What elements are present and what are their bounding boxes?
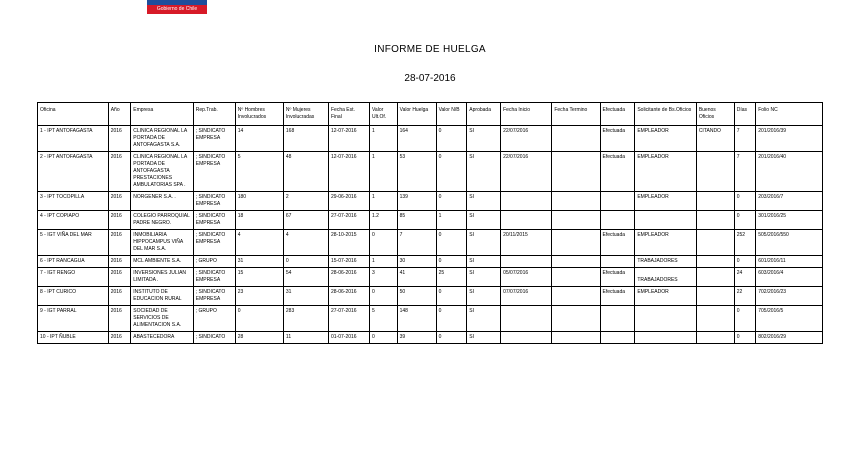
- table-cell: 05/07/2016: [501, 268, 552, 287]
- table-cell: NORGENER S.A. .: [131, 192, 194, 211]
- table-cell: 0: [235, 306, 283, 332]
- table-row: [38, 332, 823, 344]
- table-cell: 203/2016/7: [756, 192, 823, 211]
- table-cell: [696, 152, 734, 192]
- table-cell: 25: [436, 268, 467, 287]
- table-cell: 29-06-2016: [328, 192, 369, 211]
- column-header: Fecha Inicio: [501, 103, 552, 126]
- table-cell: ; SINDICATO EMPRESA: [193, 192, 235, 211]
- table-cell: [696, 211, 734, 230]
- table-row: [38, 256, 823, 268]
- table-cell: 27-07-2016: [328, 306, 369, 332]
- table-cell: [552, 152, 600, 192]
- table-cell: [552, 192, 600, 211]
- table-cell: [552, 126, 600, 152]
- table-cell: 12-07-2016: [328, 152, 369, 192]
- table-cell: Efectuada: [600, 126, 635, 152]
- table-cell: 0: [734, 256, 756, 268]
- table-cell: 28-06-2016: [328, 268, 369, 287]
- table-cell: 2016: [108, 230, 131, 256]
- table-cell: [501, 211, 552, 230]
- table-cell: 2016: [108, 287, 131, 306]
- table-cell: SI: [467, 287, 501, 306]
- table-cell: 50: [397, 287, 436, 306]
- logo-red-bar: [147, 5, 207, 14]
- table-cell: 603/2016/4: [756, 268, 823, 287]
- table-cell: SOCIEDAD DE SERVICIOS DE ALIMENTACION S.A.: [131, 306, 194, 332]
- table-cell: 0: [369, 230, 397, 256]
- table-cell: ; SINDICATO EMPRESA: [193, 152, 235, 192]
- column-header: Fecha Termino: [552, 103, 600, 126]
- column-header: Aprobada: [467, 103, 501, 126]
- table-cell: EMPLEADOR: [635, 126, 696, 152]
- table-cell: 1.2: [369, 211, 397, 230]
- table-cell: 22/07/2016: [501, 126, 552, 152]
- table-cell: 85: [397, 211, 436, 230]
- gobierno-de-chile-logo: [147, 0, 207, 14]
- table-cell: [635, 306, 696, 332]
- table-cell: 0: [734, 306, 756, 332]
- table-cell: 15: [235, 268, 283, 287]
- table-cell: ; GRUPO: [193, 256, 235, 268]
- table-cell: 12-07-2016: [328, 126, 369, 152]
- table-cell: 15-07-2016: [328, 256, 369, 268]
- table-cell: 01-07-2016: [328, 332, 369, 344]
- table-cell: SI: [467, 152, 501, 192]
- table-cell: [552, 256, 600, 268]
- table-cell: [696, 230, 734, 256]
- table-cell: ; SINDICATO EMPRESA: [193, 230, 235, 256]
- table-cell: 0: [369, 287, 397, 306]
- table-row: [38, 287, 823, 306]
- table-cell: Efectuada: [600, 152, 635, 192]
- table-cell: Efectuada: [600, 268, 635, 287]
- table-cell: [635, 332, 696, 344]
- table-cell: 28: [235, 332, 283, 344]
- table-cell: 7 - IGT RENGO: [38, 268, 109, 287]
- table-cell: ABASTECEDORA: [131, 332, 194, 344]
- table-cell: ; GRUPO: [193, 306, 235, 332]
- column-header: Fecha Est. Final: [328, 103, 369, 126]
- table-row: [38, 152, 823, 192]
- table-cell: 5: [235, 152, 283, 192]
- table-cell: 9 - IGT PARRAL: [38, 306, 109, 332]
- table-cell: [501, 306, 552, 332]
- table-cell: 1: [369, 256, 397, 268]
- table-cell: 3: [369, 268, 397, 287]
- table-cell: 4: [283, 230, 328, 256]
- table-cell: 6 - IPT RANCAGUA: [38, 256, 109, 268]
- table-cell: SI: [467, 332, 501, 344]
- table-cell: EMPLEADOR: [635, 192, 696, 211]
- table-cell: 67: [283, 211, 328, 230]
- table-cell: [600, 211, 635, 230]
- column-header: Rep.Trab.: [193, 103, 235, 126]
- table-cell: 164: [397, 126, 436, 152]
- column-header: Nº Hombres Involucrados: [235, 103, 283, 126]
- table-cell: 201/2016/40: [756, 152, 823, 192]
- table-cell: 5 - IGT VIÑA DEL MAR: [38, 230, 109, 256]
- table-cell: 301/2016/25: [756, 211, 823, 230]
- column-header: Empresa: [131, 103, 194, 126]
- table-cell: SI: [467, 230, 501, 256]
- table-cell: 0: [436, 152, 467, 192]
- table-cell: 28-10-2015: [328, 230, 369, 256]
- column-header: Valor N/B: [436, 103, 467, 126]
- table-cell: 41: [397, 268, 436, 287]
- table-cell: [552, 332, 600, 344]
- table-cell: ; SINDICATO EMPRESA: [193, 211, 235, 230]
- column-header: Valor Ult.Of.: [369, 103, 397, 126]
- table-cell: 0: [734, 211, 756, 230]
- table-cell: 0: [283, 256, 328, 268]
- table-cell: INVERSIONES JULIAN LIMITADA .: [131, 268, 194, 287]
- table-cell: 22/07/2016: [501, 152, 552, 192]
- column-header: Buenos Oficios: [696, 103, 734, 126]
- column-header: Oficina: [38, 103, 109, 126]
- table-cell: COLEGIO PARROQUIAL PADRE NEGRO.: [131, 211, 194, 230]
- table-cell: [501, 332, 552, 344]
- table-cell: EMPLEADOR: [635, 152, 696, 192]
- table-cell: 201/2016/39: [756, 126, 823, 152]
- table-cell: TRABAJADORES: [635, 256, 696, 268]
- table-cell: MCL AMBIENTE S.A.: [131, 256, 194, 268]
- table-cell: [696, 306, 734, 332]
- table-cell: 24: [734, 268, 756, 287]
- table-cell: 54: [283, 268, 328, 287]
- table-cell: Efectuada: [600, 287, 635, 306]
- table-cell: ; SINDICATO: [193, 332, 235, 344]
- table-cell: 31: [283, 287, 328, 306]
- table-cell: 0: [436, 126, 467, 152]
- table-cell: 28-06-2016: [328, 287, 369, 306]
- table-cell: [501, 256, 552, 268]
- table-cell: [600, 256, 635, 268]
- table-row: [38, 211, 823, 230]
- table-header-row: [38, 103, 823, 126]
- table-cell: 7: [734, 126, 756, 152]
- table-cell: 7: [397, 230, 436, 256]
- table-cell: ; SINDICATO EMPRESA: [193, 287, 235, 306]
- table-cell: INSTITUTO DE EDUCACION RURAL: [131, 287, 194, 306]
- table-cell: [552, 287, 600, 306]
- table-cell: 2 - IPT ANTOFAGASTA: [38, 152, 109, 192]
- table-cell: 4 - IPT COPIAPO: [38, 211, 109, 230]
- table-cell: [552, 230, 600, 256]
- column-header: Folio NC: [756, 103, 823, 126]
- table-cell: 2: [283, 192, 328, 211]
- table-row: [38, 268, 823, 287]
- table-cell: 20/11/2015: [501, 230, 552, 256]
- table-cell: 39: [397, 332, 436, 344]
- table-cell: 148: [397, 306, 436, 332]
- table-cell: INMOBILIARIA HIPPOCAMPUS VIÑA DEL MAR S.A.: [131, 230, 194, 256]
- table-cell: [696, 332, 734, 344]
- table-cell: 10 - IPT ÑUBLE: [38, 332, 109, 344]
- table-cell: 802/2016/29: [756, 332, 823, 344]
- table-cell: 1: [369, 192, 397, 211]
- table-cell: [600, 192, 635, 211]
- table-cell: ; SINDICATO EMPRESA: [193, 268, 235, 287]
- table-cell: [696, 256, 734, 268]
- table-cell: 139: [397, 192, 436, 211]
- table-cell: [552, 211, 600, 230]
- table-cell: 0: [734, 192, 756, 211]
- table-cell: 27-07-2016: [328, 211, 369, 230]
- table-cell: 2016: [108, 268, 131, 287]
- table-row: [38, 230, 823, 256]
- table-cell: 07/07/2016: [501, 287, 552, 306]
- table-cell: 30: [397, 256, 436, 268]
- table-cell: 3 - IPT TOCOPILLA: [38, 192, 109, 211]
- table-cell: ; SINDICATO EMPRESA: [193, 126, 235, 152]
- table-cell: 4: [235, 230, 283, 256]
- table-cell: TRABAJADORES: [635, 268, 696, 287]
- table-cell: 0: [436, 192, 467, 211]
- table-cell: 53: [397, 152, 436, 192]
- table-cell: 2016: [108, 126, 131, 152]
- table-cell: 22: [734, 287, 756, 306]
- table-cell: [600, 332, 635, 344]
- table-cell: [600, 306, 635, 332]
- table-cell: 180: [235, 192, 283, 211]
- table-cell: 5: [369, 306, 397, 332]
- table-cell: 252: [734, 230, 756, 256]
- table-cell: SI: [467, 211, 501, 230]
- table-cell: 2016: [108, 332, 131, 344]
- table-cell: 2016: [108, 152, 131, 192]
- strike-report-table: [37, 102, 823, 344]
- table-cell: 2016: [108, 211, 131, 230]
- table-cell: 8 - IPT CURICO: [38, 287, 109, 306]
- table-cell: 705/2016/5: [756, 306, 823, 332]
- column-header: Días: [734, 103, 756, 126]
- table-cell: [501, 192, 552, 211]
- table-cell: 1: [436, 211, 467, 230]
- table-cell: [635, 211, 696, 230]
- table-cell: 283: [283, 306, 328, 332]
- table-cell: 168: [283, 126, 328, 152]
- table-cell: 23: [235, 287, 283, 306]
- table-cell: 0: [369, 332, 397, 344]
- table-cell: SI: [467, 126, 501, 152]
- table-cell: 48: [283, 152, 328, 192]
- table-cell: SI: [467, 256, 501, 268]
- table-cell: [552, 268, 600, 287]
- table-cell: 18: [235, 211, 283, 230]
- table-cell: 0: [436, 230, 467, 256]
- table-row: [38, 306, 823, 332]
- column-header: Solicitante de Bs.Oficios: [635, 103, 696, 126]
- table-cell: Efectuada: [600, 230, 635, 256]
- table-cell: EMPLEADOR: [635, 287, 696, 306]
- table-cell: 11: [283, 332, 328, 344]
- table-cell: CITANDO: [696, 126, 734, 152]
- logo-text: Gobierno de Chile: [156, 6, 198, 12]
- table-cell: SI: [467, 306, 501, 332]
- table-cell: [696, 268, 734, 287]
- table-cell: 0: [436, 287, 467, 306]
- table-cell: SI: [467, 192, 501, 211]
- table-cell: 601/2016/11: [756, 256, 823, 268]
- table-body: [38, 126, 823, 344]
- table-cell: 2016: [108, 192, 131, 211]
- column-header: Año: [108, 103, 131, 126]
- table-cell: 14: [235, 126, 283, 152]
- table-cell: 1: [369, 126, 397, 152]
- table-cell: EMPLEADOR: [635, 230, 696, 256]
- table-cell: [696, 287, 734, 306]
- table-cell: [552, 306, 600, 332]
- table-cell: 0: [436, 332, 467, 344]
- table-cell: 0: [734, 332, 756, 344]
- table-row: [38, 126, 823, 152]
- column-header: Efectuada: [600, 103, 635, 126]
- table-cell: 0: [436, 256, 467, 268]
- table-cell: 2016: [108, 306, 131, 332]
- table-cell: CLINICA REGIONAL LA PORTADA DE ANTOFAGASTA S.A.: [131, 126, 194, 152]
- table-cell: CLINICA REGIONAL LA PORTADA DE ANTOFAGASTA PRESTACIONES AMBULATORIAS SPA .: [131, 152, 194, 192]
- table-cell: 702/2016/23: [756, 287, 823, 306]
- column-header: Valor Huelga: [397, 103, 436, 126]
- table-cell: 7: [734, 152, 756, 192]
- table-cell: 1: [369, 152, 397, 192]
- table-cell: 0: [436, 306, 467, 332]
- table-cell: 2016: [108, 256, 131, 268]
- table-cell: 505/2016/550: [756, 230, 823, 256]
- report-date: 28-07-2016: [404, 73, 456, 84]
- report-title: INFORME DE HUELGA: [374, 44, 486, 55]
- table-cell: 1 - IPT ANTOFAGASTA: [38, 126, 109, 152]
- column-header: Nº Mujeres Involucradas: [283, 103, 328, 126]
- table-cell: SI: [467, 268, 501, 287]
- table-row: [38, 192, 823, 211]
- table-cell: 31: [235, 256, 283, 268]
- table-cell: [696, 192, 734, 211]
